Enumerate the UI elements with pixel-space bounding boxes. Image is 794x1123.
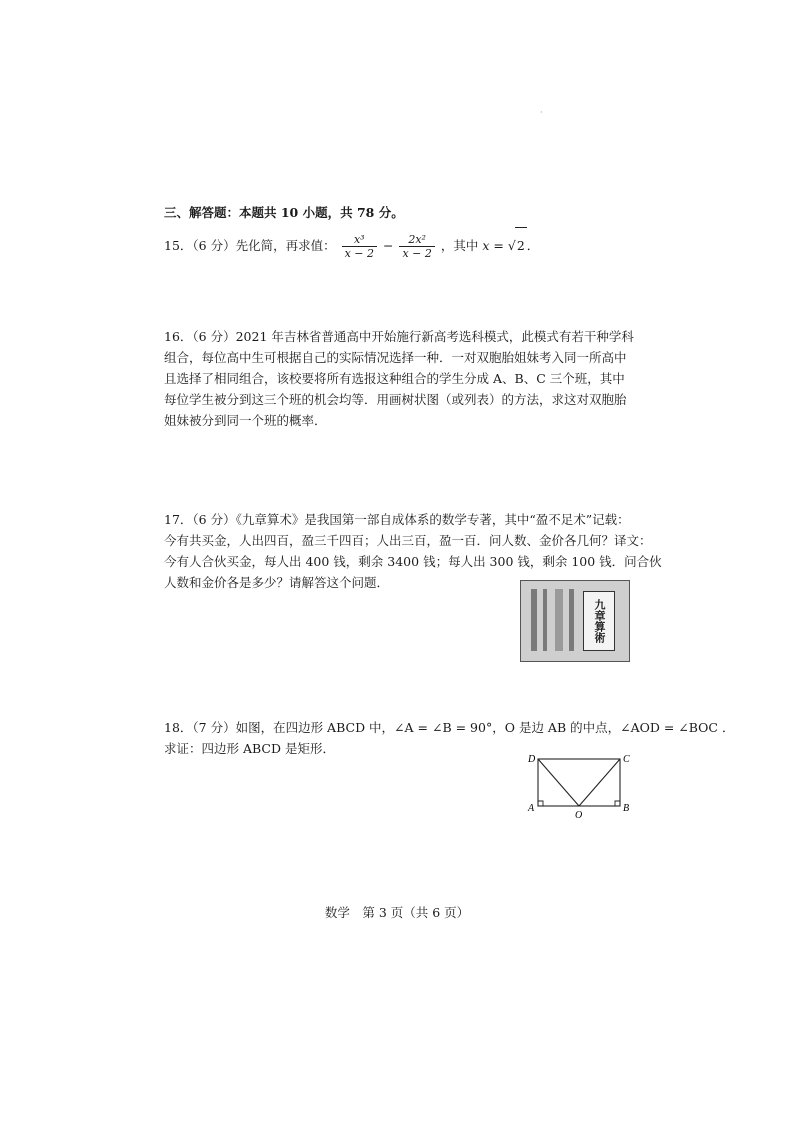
segment-co: [579, 759, 620, 806]
q17-line-2: 今有共买金，人出四百，盈三千四百；人出三百，盈一百．问人数、金价各几何？译文：: [164, 533, 652, 548]
sqrt-icon: √: [507, 238, 516, 253]
right-angle-b: [615, 801, 620, 806]
q16-line-5: 姐妹被分到同一个班的概率．: [164, 413, 327, 428]
q18-line-1: 18．（7 分）如图，在四边形 ABCD 中，∠A = ∠B = 90°，O 是边 AB 的中点，∠AOD = ∠BOC ．: [164, 720, 735, 735]
q15-end: ．: [526, 238, 540, 253]
q15-condition-radicand: 2: [515, 227, 527, 264]
section-header: 三、解答题：本题共 10 小题，共 78 分。: [164, 205, 404, 220]
q15-fraction-2: [399, 233, 434, 260]
q16-line-2: 组合，每位高中生可根据自己的实际情况选择一种．一对双胞胎姐妹考入同一所高中: [164, 350, 627, 365]
book-title-label: 九章算術: [583, 591, 615, 651]
segment-do: [538, 759, 579, 806]
q15-frac1-numerator: x³: [342, 233, 377, 247]
q15-frac2-denominator: x − 2: [402, 247, 432, 260]
label-b: B: [623, 803, 630, 814]
q16-line-4: 每位学生被分到这三个班的机会均等．用画树状图（或列表）的方法，求这对双胞胎: [164, 392, 627, 407]
label-a: A: [528, 803, 535, 814]
q16-line-1: 16．（6 分）2021 年吉林省普通高中开始施行新高考选科模式，此模式有若干种学科: [164, 329, 634, 344]
q15-lead: 15．（6 分）先化简，再求值：: [164, 238, 336, 253]
q15-tail: ，其中: [440, 238, 479, 253]
question-15: [164, 227, 539, 264]
right-angle-a: [538, 801, 543, 806]
scan-dot: ·: [540, 108, 543, 117]
q17-line-3: 今有人合伙买金，每人出 400 钱，剩余 3400 钱；每人出 300 钱，剩余 100 钱．问合伙: [164, 554, 662, 569]
label-d: D: [528, 754, 536, 765]
quadrilateral-abcd-figure: [520, 748, 640, 820]
jiuzhang-suanshu-book-photo: [520, 580, 630, 662]
label-o: O: [575, 810, 583, 820]
q15-frac1-denominator: x − 2: [344, 247, 374, 260]
q15-fraction-1: [342, 233, 377, 260]
q17-line-1: 17．（6 分）《九章算术》是我国第一部自成体系的数学专著，其中“盈不足术”记载：: [164, 512, 630, 527]
q17-line-4: 人数和金价各是多少？请解答这个问题．: [164, 575, 390, 590]
q15-minus: −: [382, 238, 394, 253]
page-footer: 数学 第 3 页（共 6 页）: [324, 905, 470, 920]
label-c: C: [623, 754, 630, 765]
q18-line-2: 求证：四边形 ABCD 是矩形．: [164, 741, 335, 756]
q15-condition-var: x =: [482, 238, 508, 253]
q15-frac2-numerator: 2x²: [399, 233, 434, 247]
rectangle-abcd: [538, 759, 620, 806]
q16-line-3: 且选择了相同组合，该校要将所有选报这种组合的学生分成 A、B、C 三个班，其中: [164, 371, 625, 386]
